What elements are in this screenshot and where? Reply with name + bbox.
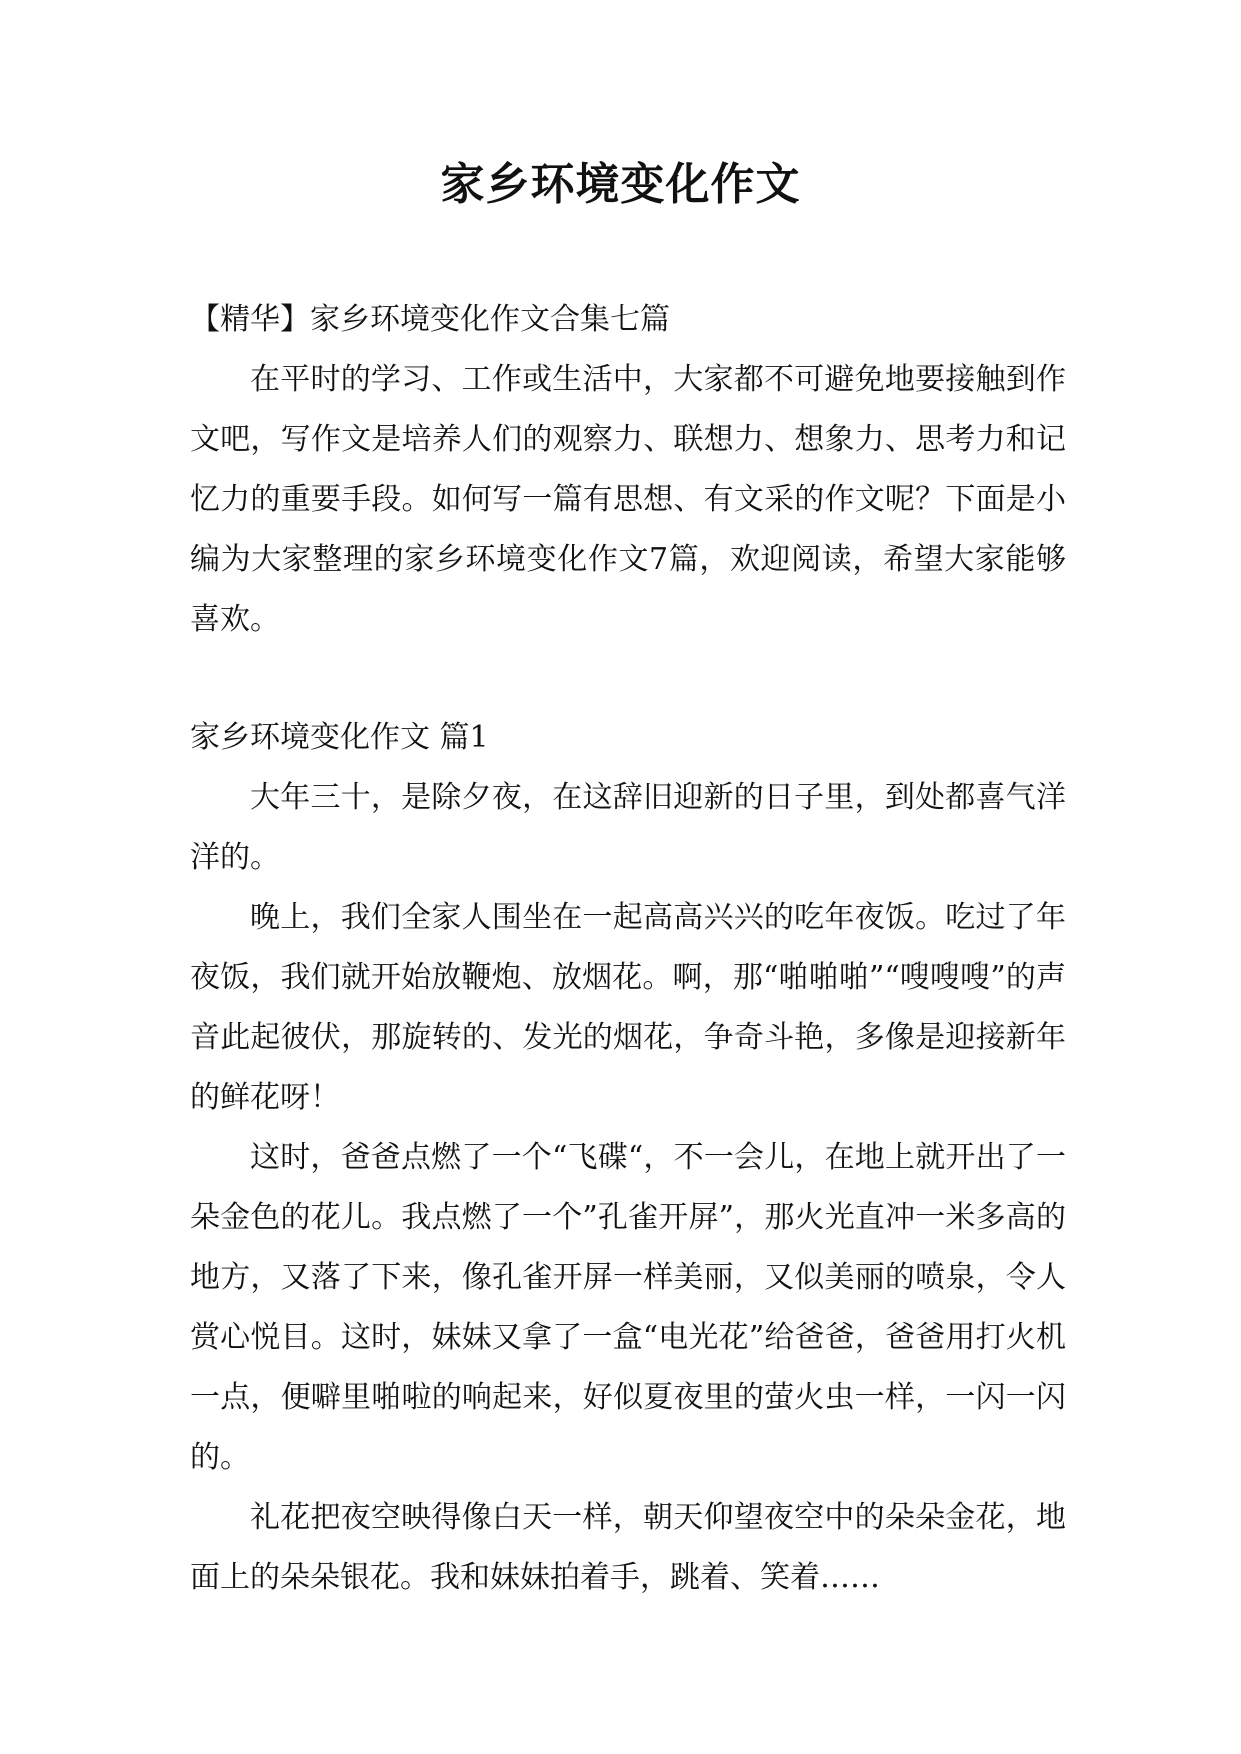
document-title: 家乡环境变化作文	[440, 159, 801, 210]
body-paragraph: 这时，爸爸点燃了一个“飞碟“，不一会儿，在地上就开出了一朵金色的花儿。我点燃了一个”孔雀开屏”，那火光直冲一米多高的地方，又落了下来，像孔雀开屏一样美丽，又似美丽的喷泉，令人赏心悦目。这时，妹妹又拿了一盒“电光花”给爸爸，爸爸用打火机一点，便噼里啪啦的响起来，好似夏夜里的萤火虫一样，一闪一闪的。	[190, 1140, 1066, 1475]
intro-paragraph: 在平时的学习、工作或生活中，大家都不可避免地要接触到作文吧，写作文是培养人们的观察力、联想力、想象力、思考力和记忆力的重要手段。如何写一篇有思想、有文采的作文呢？下面是小编为大家整理的家乡环境变化作文7篇，欢迎阅读，希望大家能够喜欢。	[190, 362, 1066, 637]
collection-heading: 【精华】家乡环境变化作文合集七篇	[190, 302, 670, 337]
body-paragraph: 大年三十，是除夕夜，在这辞旧迎新的日子里，到处都喜气洋洋的。	[190, 780, 1066, 875]
body-paragraph: 晚上，我们全家人围坐在一起高高兴兴的吃年夜饭。吃过了年夜饭，我们就开始放鞭炮、放烟花。啊，那“啪啪啪”“嗖嗖嗖”的声音此起彼伏，那旋转的、发光的烟花，争奇斗艳，多像是迎接新年的鲜花呀！	[190, 900, 1066, 1115]
section-gap	[190, 650, 1066, 708]
body-paragraph: 礼花把夜空映得像白天一样，朝天仰望夜空中的朵朵金花，地面上的朵朵银花。我和妹妹拍着手，跳着、笑着……	[190, 1500, 1066, 1595]
document-body	[190, 290, 1066, 1608]
section-heading: 家乡环境变化作文 篇1	[190, 720, 489, 755]
